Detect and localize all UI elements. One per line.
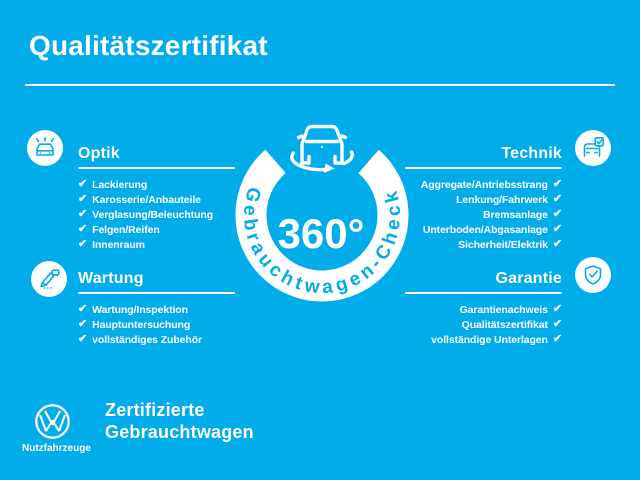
vw-logo: [34, 403, 71, 440]
check-icon: ✔: [552, 178, 562, 190]
check-item-label: Wartung/Inspektion: [92, 303, 188, 316]
check-item-label: Hauptuntersuchung: [92, 318, 191, 331]
section-title-optik: Optik: [78, 145, 120, 162]
check-icon: ✔: [78, 208, 88, 220]
wartung-section-icon: [31, 261, 67, 297]
check-item: [78, 222, 213, 237]
check-icon: ✔: [78, 193, 88, 205]
check-item-label: Innenraum: [92, 238, 145, 251]
car-360-rotate-icon: [292, 127, 352, 174]
wartung-divider: [78, 292, 235, 294]
header-divider: [25, 84, 615, 86]
van-checkbox-icon: [581, 136, 605, 160]
check-icon: ✔: [552, 238, 562, 250]
check-item: [78, 302, 202, 317]
check-item-label: Aggregate/Antriebsstrang: [420, 178, 548, 191]
check-item-label: Felgen/Reifen: [92, 223, 160, 236]
optik-item-list: [78, 177, 213, 252]
check-icon: ✔: [78, 333, 88, 345]
check-item-label: Sicherheit/Elektrik: [458, 238, 548, 251]
check-icon: ✔: [78, 178, 88, 190]
check-item: [302, 317, 562, 332]
check-icon: ✔: [552, 333, 562, 345]
badge-value: 360°: [277, 210, 365, 257]
check-item: [78, 192, 213, 207]
check-item-label: Verglasung/Beleuchtung: [92, 208, 214, 221]
check-icon: ✔: [552, 208, 562, 220]
check-icon: ✔: [78, 303, 88, 315]
check-item-label: Lenkung/Fahrwerk: [456, 193, 548, 206]
car-shine-icon: [33, 136, 57, 160]
footer-tagline: [105, 399, 254, 443]
check-icon: ✔: [78, 318, 88, 330]
check-item: [302, 332, 562, 347]
check-item-label: Lackierung: [92, 178, 148, 191]
page-title: Qualitätszertifikat: [29, 30, 268, 61]
shield-check-icon: [581, 263, 605, 287]
360-check-badge: [222, 102, 422, 317]
check-item-label: Karosserie/Anbauteile: [92, 193, 201, 206]
check-item-label: Unterboden/Abgasanlage: [422, 223, 548, 236]
check-item: [78, 317, 202, 332]
optik-divider: [78, 167, 235, 169]
optik-section-icon: [27, 130, 63, 166]
check-icon: ✔: [552, 223, 562, 235]
technik-section-icon: [575, 130, 611, 166]
check-icon: ✔: [552, 318, 562, 330]
check-item-label: Garantienachweis: [459, 303, 548, 316]
check-item: [78, 207, 213, 222]
brand-label: Nutzfahrzeuge: [22, 443, 91, 454]
badge-ring-label: Gebrauchtwagen-Check: [238, 184, 406, 299]
check-icon: ✔: [552, 193, 562, 205]
section-title-wartung: Wartung: [78, 270, 144, 287]
check-item-label: Qualitätszertifikat: [461, 318, 548, 331]
section-title-garantie: Garantie: [495, 270, 562, 287]
check-icon: ✔: [552, 303, 562, 315]
check-icon: ✔: [78, 238, 88, 250]
check-icon: ✔: [78, 223, 88, 235]
garantie-section-icon: [575, 257, 611, 293]
check-item: [78, 237, 213, 252]
check-item-label: vollständiges Zubehör: [92, 333, 203, 346]
garantie-divider: [405, 292, 562, 294]
check-item: [78, 332, 202, 347]
section-title-technik: Technik: [501, 145, 562, 162]
tagline-line-1: Zertifizierte: [105, 400, 205, 420]
technik-divider: [405, 167, 562, 169]
check-item: [78, 177, 213, 192]
check-item-label: Bremsanlage: [483, 208, 548, 221]
wartung-item-list: [78, 302, 202, 347]
service-pencil-icon: [37, 267, 61, 291]
tagline-line-2: Gebrauchtwagen: [105, 422, 254, 442]
check-item-label: vollständige Unterlagen: [431, 333, 548, 346]
